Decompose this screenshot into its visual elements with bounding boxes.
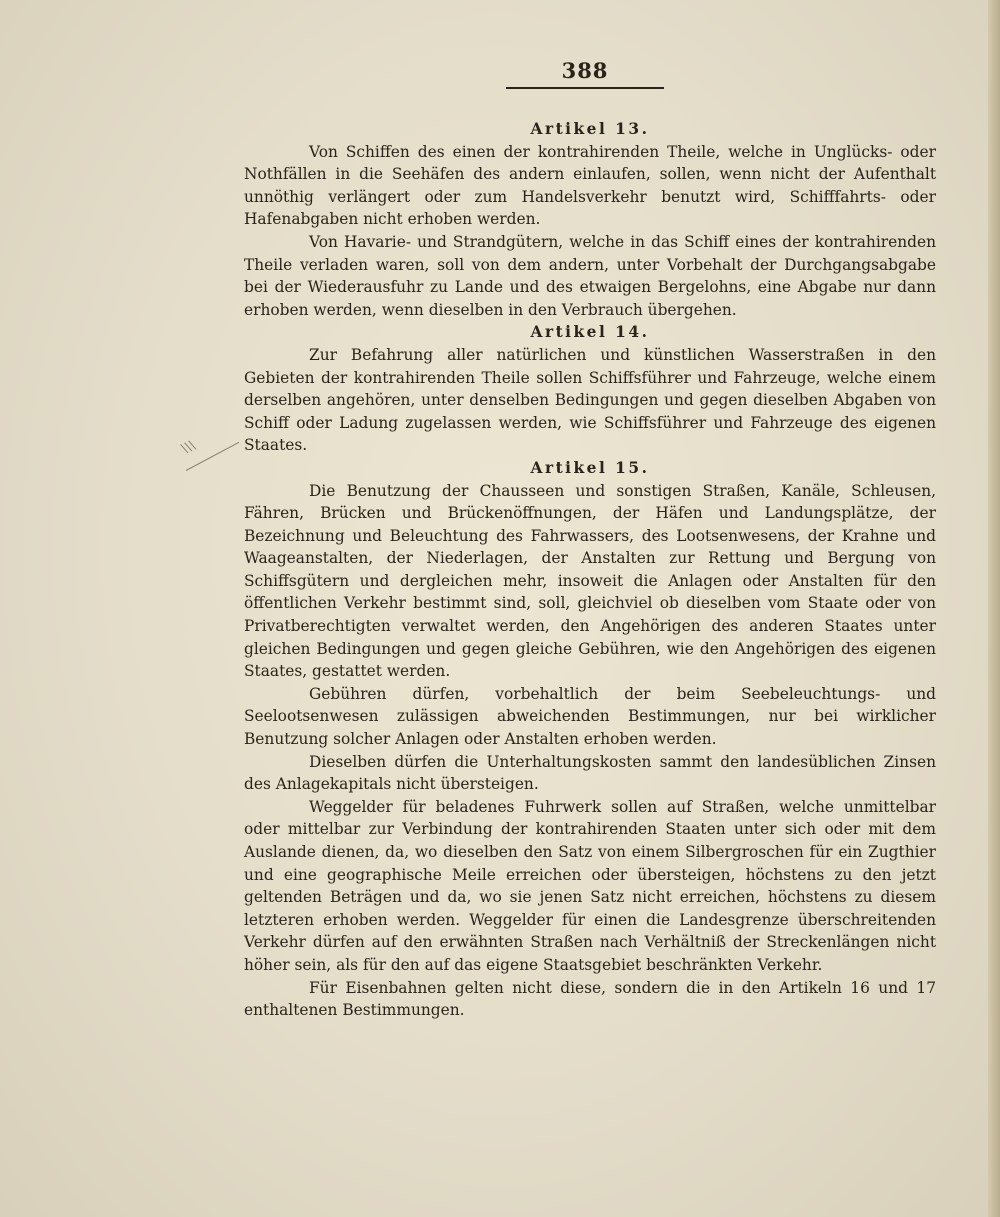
page-header: [505, 58, 665, 89]
article-15-paragraph-1: Die Benutzung der Chausseen und sonstigen Straßen, Kanäle, Schleusen, Fähren, Brücken und Brückenöffnungen, der Häfen und Landungsplätze, der Bezeichnung und Beleuchtung des Fahrwassers, des Lootsenwesens, der Krahne und Waageanstalten, der Niederlagen, der Anstalten zur Rettung und Bergung von Schiffsgütern und dergleichen mehr, insoweit die Anlagen oder Anstalten für den öffentlichen Verkehr bestimmt sind, soll, gleichviel ob dieselben vom Staate oder von Privatberechtigten verwaltet werden, den Angehörigen des anderen Staates unter gleichen Bedingungen und gegen gleiche Gebühren, wie den Angehörigen des eigenen Staates, gestattet werden.: [244, 481, 936, 681]
article-15-paragraph-3: Dieselben dürfen die Unterhaltungskosten sammt den landesüblichen Zinsen des Anlagekapitals nicht übersteigen.: [244, 752, 936, 794]
article-13-paragraph-1: Von Schiffen des einen der kontrahirenden Theile, welche in Unglücks- oder Nothfällen in die Seehäfen des andern einlaufen, sollen, wenn nicht der Aufenthalt unnöthig verlängert oder zum Handelsverkehr benutzt wird, Schifffahrts- oder Hafenabgaben nicht erhoben werden.: [244, 142, 936, 229]
article-15-heading: Artikel 15.: [530, 458, 650, 477]
article-13-paragraph-2: Von Havarie- und Strandgütern, welche in das Schiff eines der kontrahirenden Theile verladen waren, soll von dem andern, unter Vorbehalt der Durchgangsabgabe bei der Wiederausfuhr zu Lande und des etwaigen Bergelohns, eine Abgabe nur dann erhoben werden, wenn dieselben in den Verbrauch übergehen.: [244, 232, 936, 319]
page-number-rule: [506, 87, 664, 89]
article-15-paragraph-4: Weggelder für beladenes Fuhrwerk sollen auf Straßen, welche unmittelbar oder mittelbar zur Verbindung der kontrahirenden Staaten unter sich oder mit dem Auslande dienen, da, wo dieselben den Satz von einem Silbergroschen für ein Zugthier und eine geographische Meile erreichen oder übersteigen, höchstens zu den jetzt geltenden Beträgen und da, wo sie jenen Satz nicht erreichen, höchstens zu diesem letzteren erhoben werden. Weggelder für einen die Landesgrenze überschreitenden Verkehr dürfen auf den erwähnten Straßen nach Verhältniß der Streckenlängen nicht höher sein, als für den auf das eigene Staatsgebiet beschränkten Verkehr.: [244, 797, 936, 974]
article-15-paragraph-2: Gebühren dürfen, vorbehaltlich der beim Seebeleuchtungs- und Seelootsenwesen zulässigen abweichenden Bestimmungen, nur bei wirklicher Benutzung solcher Anlagen oder Anstalten erhoben werden.: [244, 684, 936, 749]
article-13-heading: Artikel 13.: [530, 120, 650, 138]
margin-mark: \\\: [179, 437, 198, 458]
page-edge: [988, 0, 1000, 1217]
article-14-paragraph-1: Zur Befahrung aller natürlichen und künstlichen Wasserstraßen in den Gebieten der kontrahirenden Theile sollen Schiffsführer und Fahrzeuge, welche einem derselben angehören, unter denselben Bedingungen und gegen dieselben Abgaben von Schiff oder Ladung zugelassen werden, wie Schiffsführer und Fahrzeuge des eigenen Staates.: [244, 345, 936, 455]
article-15-paragraph-5: Für Eisenbahnen gelten nicht diese, sondern die in den Artikeln 16 und 17 enthaltenen Bestimmungen.: [244, 978, 936, 1020]
body-text: [244, 118, 936, 1022]
page-number: 388: [561, 58, 609, 83]
article-14-heading: Artikel 14.: [530, 323, 650, 342]
